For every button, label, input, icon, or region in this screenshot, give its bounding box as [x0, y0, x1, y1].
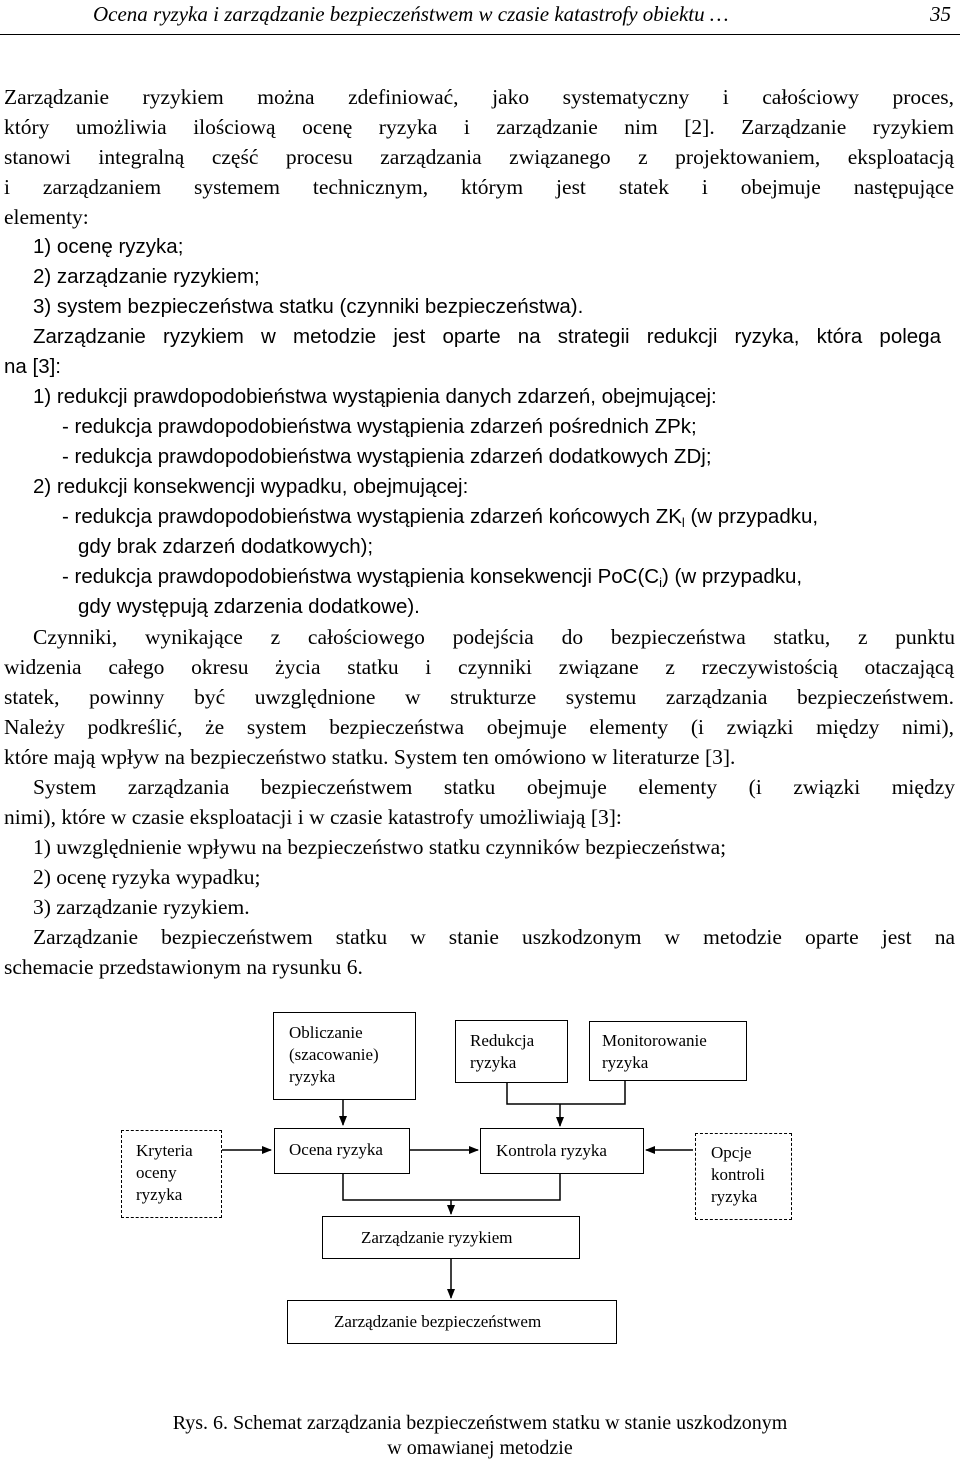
- strategy-item-2b-subscript: i: [659, 575, 662, 590]
- box-kontrola-ryzyka-label: Kontrola ryzyka: [496, 1141, 607, 1160]
- paragraph-2-line-1: Zarządzanie ryzykiem w metodzie jest oparte na strategii redukcji ryzyka, która polega: [33, 325, 941, 348]
- paragraph-5-line-1: Zarządzanie bezpieczeństwem statku w stanie uszkodzonym w metodzie oparte jest na: [33, 925, 955, 949]
- paragraph-3-line-5: które mają wpływ na bezpieczeństwo statku. System ten omówiono w literaturze [3].: [4, 745, 736, 769]
- box-obliczanie-ryzyka: [273, 1012, 416, 1100]
- running-header-title: Ocena ryzyka i zarządzanie bezpieczeństwem w czasie katastrofy obiektu …: [93, 2, 729, 26]
- box-redukcja-ryzyka: [455, 1020, 568, 1083]
- box-redukcja-ryzyka-label: Redukcja ryzyka: [470, 1031, 535, 1072]
- strategy-item-2a-subscript: l: [681, 515, 685, 530]
- box-opcje-kontroli-ryzyka: [695, 1133, 792, 1220]
- strategy-item-2a-tail: (w przypadku,: [684, 505, 819, 528]
- paragraph-1-line-2: który umożliwia ilościową ocenę ryzyka i zarządzanie nim [2]. Zarządzanie ryzykiem: [4, 115, 954, 139]
- paragraph-1-line-5: elementy:: [4, 205, 89, 229]
- paragraph-4-line-1: System zarządzania bezpieczeństwem statku obejmuje elementy (i związki między: [33, 775, 955, 799]
- list-1-item-1: 1) ocenę ryzyka;: [33, 235, 184, 258]
- paragraph-1-line-1: Zarządzanie ryzykiem można zdefiniować, jako systematyczny i całościowy proces,: [4, 85, 954, 109]
- strategy-item-2b-cont: gdy występują zdarzenia dodatkowe).: [78, 595, 420, 618]
- box-monitorowanie-ryzyka: [589, 1021, 747, 1081]
- box-monitorowanie-ryzyka-label: Monitorowanie ryzyka: [602, 1031, 707, 1072]
- box-ocena-ryzyka-label: Ocena ryzyka: [289, 1140, 383, 1159]
- list-2-item-2: 2) ocenę ryzyka wypadku;: [33, 865, 261, 889]
- list-1-item-3: 3) system bezpieczeństwa statku (czynniki bezpieczeństwa).: [33, 295, 584, 318]
- strategy-item-2: 2) redukcji konsekwencji wypadku, obejmującej:: [33, 475, 469, 498]
- strategy-item-2a-text: - redukcja prawdopodobieństwa wystąpienia zdarzeń końcowych ZK: [62, 505, 682, 528]
- strategy-item-1a: - redukcja prawdopodobieństwa wystąpienia zdarzeń pośrednich ZPk;: [62, 415, 697, 438]
- strategy-item-1b: - redukcja prawdopodobieństwa wystąpienia zdarzeń dodatkowych ZDj;: [62, 445, 712, 468]
- box-kontrola-ryzyka: [480, 1128, 644, 1174]
- list-1-item-2: 2) zarządzanie ryzykiem;: [33, 265, 260, 288]
- figure-caption-line-2: w omawianej metodzie: [387, 1437, 573, 1459]
- strategy-item-2b-text: - redukcja prawdopodobieństwa wystąpienia konsekwencji PoC(C: [62, 565, 660, 588]
- strategy-item-2b-tail: ) (w przypadku,: [661, 565, 803, 588]
- figure-caption-line-1: Rys. 6. Schemat zarządzania bezpieczeństwem statku w stanie uszkodzonym: [172, 1412, 788, 1434]
- paragraph-2-line-2: na [3]:: [4, 355, 61, 378]
- paragraph-3-line-3: statek, powinny być uwzględnione w strukturze systemu zarządzania bezpieczeństwem.: [4, 685, 954, 709]
- paragraph-5-line-2: schemacie przedstawionym na rysunku 6.: [4, 955, 363, 979]
- box-zarzadzanie-ryzykiem: [322, 1216, 580, 1259]
- connector-ocena-kontrola: [343, 1174, 560, 1200]
- box-kryteria-oceny-ryzyka: [121, 1130, 222, 1218]
- list-2-item-3: 3) zarządzanie ryzykiem.: [33, 895, 250, 919]
- paragraph-3-line-2: widzenia całego okresu życia statku i czynniki związane z rzeczywistością otaczającą: [4, 655, 954, 679]
- box-zarzadzanie-bezpieczenstwem: [287, 1300, 617, 1344]
- box-obliczanie-ryzyka-label: Obliczanie (szacowanie) ryzyka: [289, 1023, 379, 1086]
- box-kryteria-oceny-ryzyka-label: Kryteria oceny ryzyka: [136, 1141, 193, 1204]
- paragraph-3-line-4: Należy podkreślić, że system bezpieczeństwa obejmuje elementy (i związki między nimi),: [4, 715, 954, 739]
- paragraph-1-line-3: stanowi integralną część procesu zarządzania związanego z projektowaniem, eksploatacją: [4, 145, 954, 169]
- page-number: 35: [930, 2, 951, 26]
- box-ocena-ryzyka: [274, 1128, 410, 1174]
- list-2-item-1: 1) uwzględnienie wpływu na bezpieczeństwo statku czynników bezpieczeństwa;: [33, 835, 727, 859]
- box-opcje-kontroli-ryzyka-label: Opcje kontroli ryzyka: [711, 1143, 765, 1206]
- strategy-item-1: 1) redukcji prawdopodobieństwa wystąpienia danych zdarzeń, obejmującej:: [33, 385, 717, 408]
- box-zarzadzanie-bezpieczenstwem-label: Zarządzanie bezpieczeństwem: [334, 1312, 542, 1331]
- paragraph-1-line-4: i zarządzaniem systemem technicznym, którym jest statek i obejmuje następujące: [4, 175, 954, 199]
- box-zarzadzanie-ryzykiem-label: Zarządzanie ryzykiem: [361, 1228, 513, 1247]
- connector-redukcja-monitorowanie: [507, 1080, 625, 1104]
- paragraph-3-line-1: Czynniki, wynikające z całościowego podejścia do bezpieczeństwa statku, z punktu: [33, 625, 955, 649]
- strategy-item-2a-cont: gdy brak zdarzeń dodatkowych);: [78, 535, 374, 558]
- paragraph-4-line-2: nimi), które w czasie eksploatacji i w czasie katastrofy umożliwiają [3]:: [4, 805, 622, 829]
